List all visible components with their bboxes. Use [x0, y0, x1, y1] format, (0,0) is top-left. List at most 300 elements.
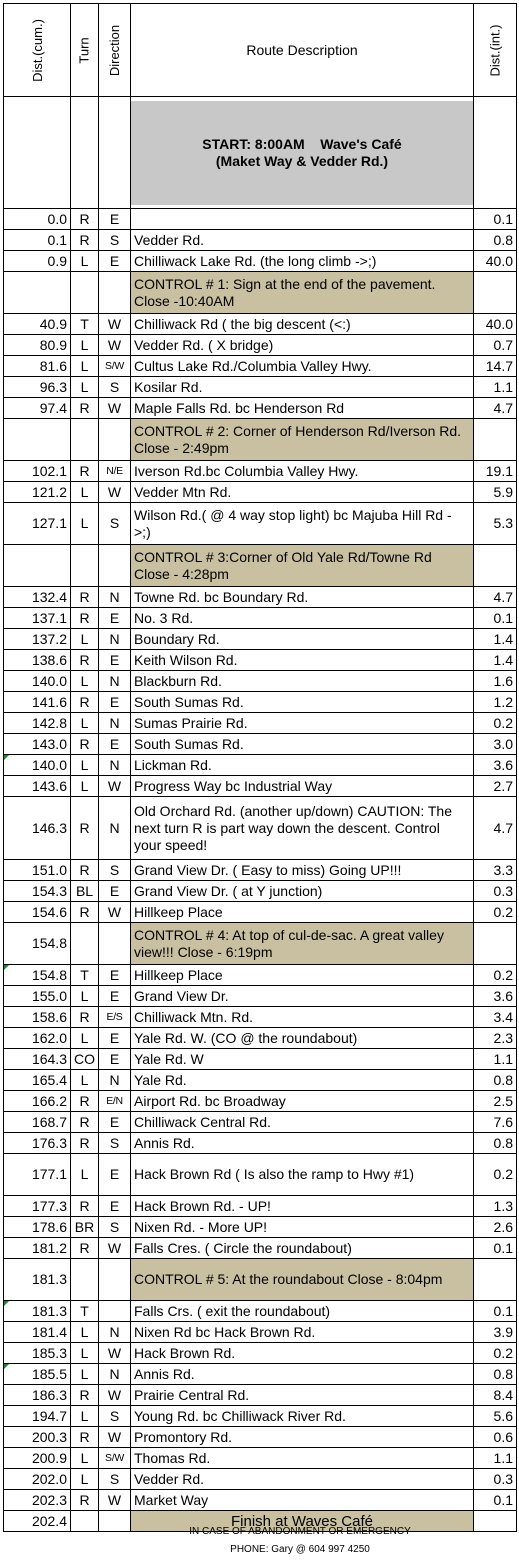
turn-cell: L	[71, 776, 99, 797]
interval-distance: 0.3	[474, 881, 517, 902]
cum-distance: 181.3	[4, 1259, 71, 1301]
turn-cell: R	[71, 1112, 99, 1133]
cue-row	[4, 209, 517, 230]
direction-cell: S	[99, 230, 131, 251]
turn-cell: R	[71, 230, 99, 251]
direction-cell: E/S	[99, 1007, 131, 1028]
start-line-1: START: 8:00AM Wave's Café	[202, 135, 402, 152]
cum-distance: 155.0	[4, 986, 71, 1007]
interval-distance: 1.1	[474, 377, 517, 398]
cum-distance	[4, 1301, 71, 1322]
cum-distance	[4, 272, 71, 314]
direction-cell: N	[99, 755, 131, 776]
route-description: Airport Rd. bc Broadway	[131, 1091, 474, 1112]
interval-distance: 5.6	[474, 1406, 517, 1427]
turn-cell	[71, 923, 99, 965]
cue-row	[4, 1385, 517, 1406]
control-description: CONTROL # 2: Corner of Henderson Rd/Iverson Rd. Close - 2:49pm	[131, 419, 474, 461]
interval-distance: 7.6	[474, 1112, 517, 1133]
turn-cell	[71, 272, 99, 314]
turn-cell: R	[71, 734, 99, 755]
comment-marker-icon	[4, 755, 9, 760]
route-description: Thomas Rd.	[131, 1448, 474, 1469]
header-dist-int-label: Dist.(int.)	[487, 24, 503, 76]
cue-row	[4, 1343, 517, 1364]
interval-distance: 2.5	[474, 1091, 517, 1112]
route-description: Hack Brown Rd. - UP!	[131, 1196, 474, 1217]
interval-distance: 19.1	[474, 461, 517, 482]
interval-distance: 0.8	[474, 230, 517, 251]
cue-row	[4, 482, 517, 503]
interval-distance: 3.0	[474, 734, 517, 755]
cum-distance: 146.3	[4, 797, 71, 860]
turn-cell: R	[71, 1091, 99, 1112]
header-route-description: Route Description	[131, 4, 474, 97]
cue-row	[4, 776, 517, 797]
turn-cell: R	[71, 860, 99, 881]
route-description: Promontory Rd.	[131, 1427, 474, 1448]
cum-distance: 127.1	[4, 503, 71, 545]
cue-row	[4, 398, 517, 419]
header-turn-label: Turn	[77, 36, 92, 64]
route-description: Falls Crs. ( exit the roundabout)	[131, 1301, 474, 1322]
turn-cell: L	[71, 335, 99, 356]
direction-cell: E	[99, 251, 131, 272]
interval-distance: 3.6	[474, 755, 517, 776]
cum-distance: 121.2	[4, 482, 71, 503]
turn-cell: R	[71, 692, 99, 713]
cum-distance: 181.2	[4, 1238, 71, 1259]
cue-row	[4, 1196, 517, 1217]
route-description: Market Way	[131, 1490, 474, 1511]
turn-cell: L	[71, 377, 99, 398]
cue-row	[4, 902, 517, 923]
route-description: Hillkeep Place	[131, 902, 474, 923]
control-description: CONTROL # 5: At the roundabout Close - 8:04pm	[131, 1259, 474, 1301]
direction-cell: E	[99, 986, 131, 1007]
direction-cell: E	[99, 1196, 131, 1217]
interval-distance: 0.3	[474, 1469, 517, 1490]
direction-cell: N	[99, 1322, 131, 1343]
interval-distance: 3.6	[474, 986, 517, 1007]
direction-cell: E	[99, 965, 131, 986]
route-description: Blackburn Rd.	[131, 671, 474, 692]
cue-row	[4, 692, 517, 713]
cue-row	[4, 1322, 517, 1343]
cue-row	[4, 1007, 517, 1028]
cum-distance: 178.6	[4, 1217, 71, 1238]
cue-row	[4, 1364, 517, 1385]
turn-cell: L	[71, 1343, 99, 1364]
cum-distance-value: 181.3	[31, 1302, 67, 1319]
route-description: Old Orchard Rd. (another up/down) CAUTION: The next turn R is part way down the descent. Control your speed!	[131, 797, 474, 860]
cum-distance: 165.4	[4, 1070, 71, 1091]
cue-row	[4, 986, 517, 1007]
direction-cell: N	[99, 713, 131, 734]
cum-distance: 194.7	[4, 1406, 71, 1427]
route-description: Grand View Dr. ( at Y junction)	[131, 881, 474, 902]
direction-cell: N/E	[99, 461, 131, 482]
header-direction-label: Direction	[107, 24, 123, 76]
interval-distance: 0.7	[474, 335, 517, 356]
comment-marker-icon	[4, 1364, 9, 1369]
cum-distance: 142.8	[4, 713, 71, 734]
turn-cell: R	[71, 1238, 99, 1259]
interval-distance: 40.0	[474, 314, 517, 335]
emergency-note: IN CASE OF ABANDONMENT OR EMERGENCY	[189, 1526, 411, 1537]
turn-cell: R	[71, 608, 99, 629]
interval-distance: 4.7	[474, 587, 517, 608]
cue-row	[4, 461, 517, 482]
interval-distance: 0.1	[474, 1490, 517, 1511]
direction-cell: E	[99, 1049, 131, 1070]
cue-row	[4, 650, 517, 671]
turn-cell: L	[71, 482, 99, 503]
direction-cell: E	[99, 1154, 131, 1196]
interval-distance: 0.1	[474, 608, 517, 629]
interval-distance: 3.9	[474, 1322, 517, 1343]
cum-distance: 202.4	[4, 1511, 71, 1532]
interval-distance: 0.2	[474, 965, 517, 986]
route-description: Hillkeep Place	[131, 965, 474, 986]
turn-cell: L	[71, 1028, 99, 1049]
turn-cell: L	[71, 1154, 99, 1196]
control-row	[4, 272, 517, 314]
cue-row	[4, 587, 517, 608]
direction-cell: S	[99, 377, 131, 398]
direction-cell: W	[99, 1427, 131, 1448]
cum-distance: 181.4	[4, 1322, 71, 1343]
cue-row	[4, 1154, 517, 1196]
direction-cell: E/N	[99, 1091, 131, 1112]
cum-distance: 185.3	[4, 1343, 71, 1364]
route-description: Hack Brown Rd.	[131, 1343, 474, 1364]
header-row	[4, 4, 517, 97]
route-description: Annis Rd.	[131, 1133, 474, 1154]
direction-cell: W	[99, 482, 131, 503]
direction-cell	[99, 923, 131, 965]
route-description: Chilliwack Rd ( the big descent (<:)	[131, 314, 474, 335]
route-description: Annis Rd.	[131, 1364, 474, 1385]
turn-cell: T	[71, 1301, 99, 1322]
route-description: Chilliwack Mtn. Rd.	[131, 1007, 474, 1028]
header-dist-cum	[4, 4, 71, 97]
cue-row	[4, 881, 517, 902]
comment-marker-icon	[4, 965, 9, 970]
route-description: Grand View Dr.	[131, 986, 474, 1007]
interval-distance: 3.4	[474, 1007, 517, 1028]
route-description: Vedder Rd.	[131, 230, 474, 251]
turn-cell	[71, 545, 99, 587]
direction-cell: W	[99, 1343, 131, 1364]
interval-distance: 8.4	[474, 1385, 517, 1406]
direction-cell: S	[99, 1469, 131, 1490]
cum-distance: 162.0	[4, 1028, 71, 1049]
route-description: Nixen Rd bc Hack Brown Rd.	[131, 1322, 474, 1343]
turn-cell: T	[71, 314, 99, 335]
interval-distance	[474, 923, 517, 965]
interval-distance: 1.1	[474, 1049, 517, 1070]
turn-cell: R	[71, 902, 99, 923]
route-description: Towne Rd. bc Boundary Rd.	[131, 587, 474, 608]
route-description: Cultus Lake Rd./Columbia Valley Hwy.	[131, 356, 474, 377]
turn-cell: L	[71, 1322, 99, 1343]
direction-cell: W	[99, 1385, 131, 1406]
direction-cell: W	[99, 902, 131, 923]
cum-distance: 202.0	[4, 1469, 71, 1490]
turn-cell: L	[71, 356, 99, 377]
cue-row	[4, 1133, 517, 1154]
route-description: Prairie Central Rd.	[131, 1385, 474, 1406]
interval-distance: 2.7	[474, 776, 517, 797]
direction-cell: S	[99, 1217, 131, 1238]
cum-distance: 143.6	[4, 776, 71, 797]
route-description: Vedder Rd. ( X bridge)	[131, 335, 474, 356]
interval-distance: 0.8	[474, 1364, 517, 1385]
interval-distance: 14.7	[474, 356, 517, 377]
direction-cell: N	[99, 587, 131, 608]
cue-row	[4, 1049, 517, 1070]
cue-row	[4, 1238, 517, 1259]
start-box	[131, 101, 473, 205]
cue-row	[4, 1406, 517, 1427]
direction-cell: W	[99, 1238, 131, 1259]
interval-distance: 0.1	[474, 209, 517, 230]
start-row	[4, 97, 517, 209]
cue-row	[4, 965, 517, 986]
cue-row	[4, 1028, 517, 1049]
cue-row	[4, 755, 517, 776]
route-description: Wilson Rd.( @ 4 way stop light) bc Majuba Hill Rd - >;)	[131, 503, 474, 545]
cue-row	[4, 608, 517, 629]
direction-cell: W	[99, 335, 131, 356]
turn-cell: R	[71, 398, 99, 419]
interval-distance: 0.6	[474, 1427, 517, 1448]
cum-distance: 176.3	[4, 1133, 71, 1154]
cue-row	[4, 230, 517, 251]
cum-distance: 102.1	[4, 461, 71, 482]
header-turn	[71, 4, 99, 97]
cue-row	[4, 503, 517, 545]
route-description: Yale Rd. W. (CO @ the roundabout)	[131, 1028, 474, 1049]
route-description: Sumas Prairie Rd.	[131, 713, 474, 734]
cum-distance: 40.9	[4, 314, 71, 335]
cue-row	[4, 797, 517, 860]
route-description: Progress Way bc Industrial Way	[131, 776, 474, 797]
cum-distance: 154.6	[4, 902, 71, 923]
control-description: CONTROL # 4: At top of cul-de-sac. A great valley view!!! Close - 6:19pm	[131, 923, 474, 965]
cue-row	[4, 377, 517, 398]
direction-cell: S/W	[99, 1448, 131, 1469]
interval-distance: 0.1	[474, 1301, 517, 1322]
turn-cell: R	[71, 1133, 99, 1154]
interval-distance: 3.3	[474, 860, 517, 881]
turn-cell: L	[71, 629, 99, 650]
cue-table	[3, 3, 517, 1532]
interval-distance: 1.1	[474, 1448, 517, 1469]
turn-cell: L	[71, 1406, 99, 1427]
direction-cell: W	[99, 1490, 131, 1511]
direction-cell: E	[99, 209, 131, 230]
cum-distance: 202.3	[4, 1490, 71, 1511]
direction-cell	[99, 1511, 131, 1532]
turn-cell: R	[71, 797, 99, 860]
direction-cell	[99, 419, 131, 461]
interval-distance: 5.9	[474, 482, 517, 503]
interval-distance: 4.7	[474, 398, 517, 419]
interval-distance: 1.4	[474, 629, 517, 650]
turn-cell: L	[71, 503, 99, 545]
interval-distance	[474, 1259, 517, 1301]
cum-distance: 137.1	[4, 608, 71, 629]
control-description: CONTROL # 3:Corner of Old Yale Rd/Towne Rd Close - 4:28pm	[131, 545, 474, 587]
cue-row	[4, 1490, 517, 1511]
cum-distance: 186.3	[4, 1385, 71, 1406]
route-description: Chilliwack Lake Rd. (the long climb ->;)	[131, 251, 474, 272]
direction-cell: E	[99, 881, 131, 902]
route-description: South Sumas Rd.	[131, 692, 474, 713]
interval-distance: 1.4	[474, 650, 517, 671]
cum-distance: 200.3	[4, 1427, 71, 1448]
turn-cell: L	[71, 671, 99, 692]
interval-distance	[474, 419, 517, 461]
route-description: Chilliwack Central Rd.	[131, 1112, 474, 1133]
turn-cell: L	[71, 1448, 99, 1469]
cue-row	[4, 314, 517, 335]
cum-distance: 164.3	[4, 1049, 71, 1070]
direction-cell: E	[99, 608, 131, 629]
cum-distance: 81.6	[4, 356, 71, 377]
interval-distance: 2.6	[474, 1217, 517, 1238]
cue-row	[4, 734, 517, 755]
turn-cell: BR	[71, 1217, 99, 1238]
cum-distance	[4, 1364, 71, 1385]
direction-cell: E	[99, 1112, 131, 1133]
cum-distance: 138.6	[4, 650, 71, 671]
direction-cell: S	[99, 860, 131, 881]
direction-cell	[99, 1259, 131, 1301]
route-description: Lickman Rd.	[131, 755, 474, 776]
cue-row	[4, 860, 517, 881]
route-description: No. 3 Rd.	[131, 608, 474, 629]
turn-cell: L	[71, 713, 99, 734]
route-description	[131, 209, 474, 230]
route-description: Vedder Mtn Rd.	[131, 482, 474, 503]
control-row	[4, 923, 517, 965]
cue-row	[4, 1448, 517, 1469]
cum-distance: 97.4	[4, 398, 71, 419]
interval-distance: 4.7	[474, 797, 517, 860]
interval-distance: 0.8	[474, 1133, 517, 1154]
turn-cell: L	[71, 251, 99, 272]
interval-distance	[474, 272, 517, 314]
cue-row	[4, 629, 517, 650]
turn-cell: L	[71, 986, 99, 1007]
interval-distance	[474, 1511, 517, 1532]
cum-distance: 80.9	[4, 335, 71, 356]
cum-distance: 154.3	[4, 881, 71, 902]
cum-distance	[4, 419, 71, 461]
interval-distance: 5.3	[474, 503, 517, 545]
turn-cell: T	[71, 965, 99, 986]
cue-row	[4, 1301, 517, 1322]
turn-cell: R	[71, 1427, 99, 1448]
cum-distance	[4, 545, 71, 587]
direction-cell: W	[99, 776, 131, 797]
cum-distance: 141.6	[4, 692, 71, 713]
interval-distance: 0.2	[474, 713, 517, 734]
direction-cell	[99, 545, 131, 587]
direction-cell: E	[99, 650, 131, 671]
cum-distance: 154.8	[4, 923, 71, 965]
turn-cell: L	[71, 1364, 99, 1385]
interval-distance: 1.6	[474, 671, 517, 692]
control-row	[4, 419, 517, 461]
interval-distance: 0.1	[474, 1238, 517, 1259]
interval-distance	[474, 545, 517, 587]
comment-marker-icon	[4, 1301, 9, 1306]
cum-distance: 166.2	[4, 1091, 71, 1112]
turn-cell: R	[71, 650, 99, 671]
cum-distance-value: 154.8	[31, 966, 67, 983]
interval-distance: 1.2	[474, 692, 517, 713]
turn-cell: R	[71, 1196, 99, 1217]
route-description: Vedder Rd.	[131, 1469, 474, 1490]
finish-label: Finish at Waves Café	[131, 1511, 474, 1532]
interval-distance: 2.3	[474, 1028, 517, 1049]
cum-distance: 132.4	[4, 587, 71, 608]
interval-distance: 0.2	[474, 1154, 517, 1196]
cue-row	[4, 1427, 517, 1448]
route-description: Keith Wilson Rd.	[131, 650, 474, 671]
cum-distance: 0.0	[4, 209, 71, 230]
direction-cell: S	[99, 1406, 131, 1427]
route-description: Yale Rd. W	[131, 1049, 474, 1070]
cue-row	[4, 671, 517, 692]
turn-cell: L	[71, 1469, 99, 1490]
route-description: Boundary Rd.	[131, 629, 474, 650]
route-description: Yale Rd.	[131, 1070, 474, 1091]
cum-distance: 137.2	[4, 629, 71, 650]
cum-distance: 177.1	[4, 1154, 71, 1196]
cum-distance: 0.9	[4, 251, 71, 272]
cum-distance	[4, 965, 71, 986]
turn-cell: R	[71, 1385, 99, 1406]
cum-distance: 143.0	[4, 734, 71, 755]
turn-cell: R	[71, 587, 99, 608]
cum-distance-value: 140.0	[31, 756, 67, 773]
control-row	[4, 545, 517, 587]
direction-cell	[99, 272, 131, 314]
direction-cell: E	[99, 692, 131, 713]
cue-row	[4, 1112, 517, 1133]
header-dist-cum-label: Dist.(cum.)	[29, 18, 45, 82]
turn-cell: R	[71, 461, 99, 482]
turn-cell: R	[71, 1490, 99, 1511]
interval-distance: 1.3	[474, 1196, 517, 1217]
cum-distance: 0.1	[4, 230, 71, 251]
route-description: Young Rd. bc Chilliwack River Rd.	[131, 1406, 474, 1427]
cue-row	[4, 1469, 517, 1490]
cum-distance: 168.7	[4, 1112, 71, 1133]
control-description: CONTROL # 1: Sign at the end of the pavement. Close -10:40AM	[131, 272, 474, 314]
turn-cell: L	[71, 755, 99, 776]
route-description: Maple Falls Rd. bc Henderson Rd	[131, 398, 474, 419]
direction-cell: W	[99, 398, 131, 419]
interval-distance: 40.0	[474, 251, 517, 272]
route-description: Nixen Rd. - More UP!	[131, 1217, 474, 1238]
cum-distance: 200.9	[4, 1448, 71, 1469]
